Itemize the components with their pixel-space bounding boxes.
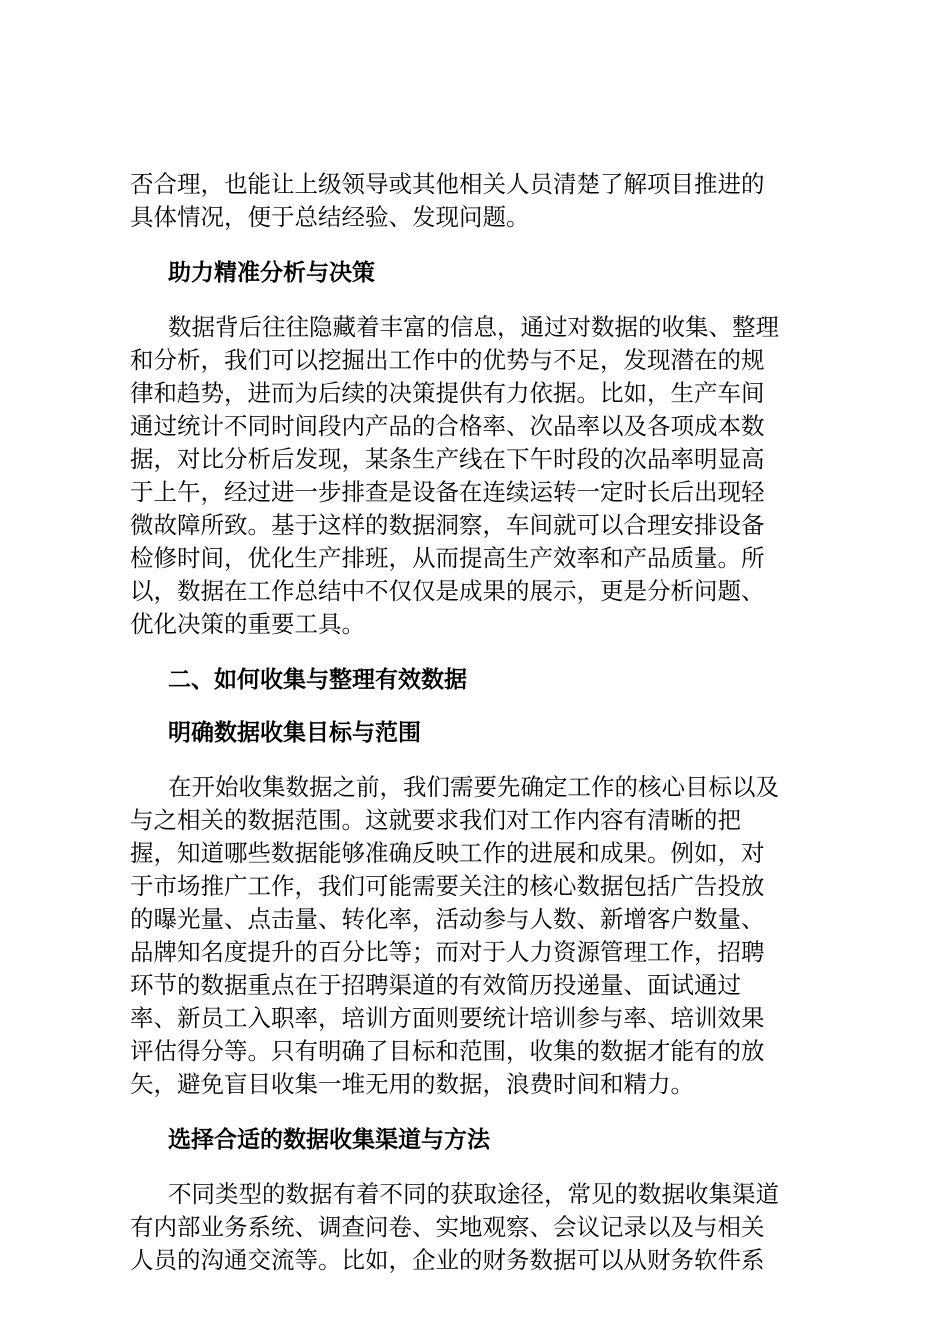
document-body xyxy=(130,168,830,1277)
text-line: 人员的沟通交流等。比如，企业的财务数据可以从财务软件系 xyxy=(130,1246,765,1274)
section-heading: 明确数据收集目标与范围 xyxy=(168,719,421,746)
text-line: 否合理，也能让上级领导或其他相关人员清楚了解项目推进的 xyxy=(130,170,765,198)
text-line: 微故障所致。基于这样的数据洞察，车间就可以合理安排设备 xyxy=(130,511,765,539)
text-line: 环节的数据重点在于招聘渠道的有效简历投递量、面试通过 xyxy=(130,971,741,999)
text-line: 和分析，我们可以挖掘出工作中的优势与不足，发现潜在的规 xyxy=(130,346,765,374)
text-line: 在开始收集数据之前，我们需要先确定工作的核心目标以及 xyxy=(168,773,779,801)
text-line: 握，知道哪些数据能够准确反映工作的进展和成果。例如，对 xyxy=(130,839,765,867)
text-line: 于上午，经过进一步排查是设备在连续运转一定时长后出现轻 xyxy=(130,478,765,506)
text-line: 品牌知名度提升的百分比等；而对于人力资源管理工作，招聘 xyxy=(130,938,765,966)
text-line: 通过统计不同时间段内产品的合格率、次品率以及各项成本数 xyxy=(130,412,765,440)
text-line: 有内部业务系统、调查问卷、实地观察、会议记录以及与相关 xyxy=(130,1213,765,1241)
text-line: 据，对比分析后发现，某条生产线在下午时段的次品率明显高 xyxy=(130,445,765,473)
chapter-heading: 二、如何收集与整理有效数据 xyxy=(168,666,467,693)
section-heading: 选择合适的数据收集渠道与方法 xyxy=(168,1126,490,1153)
text-line: 具体情况，便于总结经验、发现问题。 xyxy=(130,203,530,231)
text-line: 与之相关的数据范围。这就要求我们对工作内容有清晰的把 xyxy=(130,806,741,834)
paragraph-goals xyxy=(130,771,830,1101)
paragraph-analysis xyxy=(130,311,830,641)
paragraph-channels xyxy=(130,1178,830,1277)
text-line: 以，数据在工作总结中不仅仅是成果的展示，更是分析问题、 xyxy=(130,577,765,605)
text-line: 数据背后往往隐藏着丰富的信息，通过对数据的收集、整理 xyxy=(168,313,779,341)
text-line: 于市场推广工作，我们可能需要关注的核心数据包括广告投放 xyxy=(130,872,765,900)
text-line: 律和趋势，进而为后续的决策提供有力依据。比如，生产车间 xyxy=(130,379,765,407)
text-line: 不同类型的数据有着不同的获取途径，常见的数据收集渠道 xyxy=(168,1180,779,1208)
text-line: 率、新员工入职率，培训方面则要统计培训参与率、培训效果 xyxy=(130,1004,765,1032)
text-line: 优化决策的重要工具。 xyxy=(130,610,365,638)
paragraph-continuation xyxy=(130,168,830,234)
section-heading: 助力精准分析与决策 xyxy=(168,259,375,286)
text-line: 矢，避免盲目收集一堆无用的数据，浪费时间和精力。 xyxy=(130,1070,694,1098)
text-line: 检修时间，优化生产排班，从而提高生产效率和产品质量。所 xyxy=(130,544,765,572)
text-line: 的曝光量、点击量、转化率，活动参与人数、新增客户数量、 xyxy=(130,905,765,933)
text-line: 评估得分等。只有明确了目标和范围，收集的数据才能有的放 xyxy=(130,1037,765,1065)
